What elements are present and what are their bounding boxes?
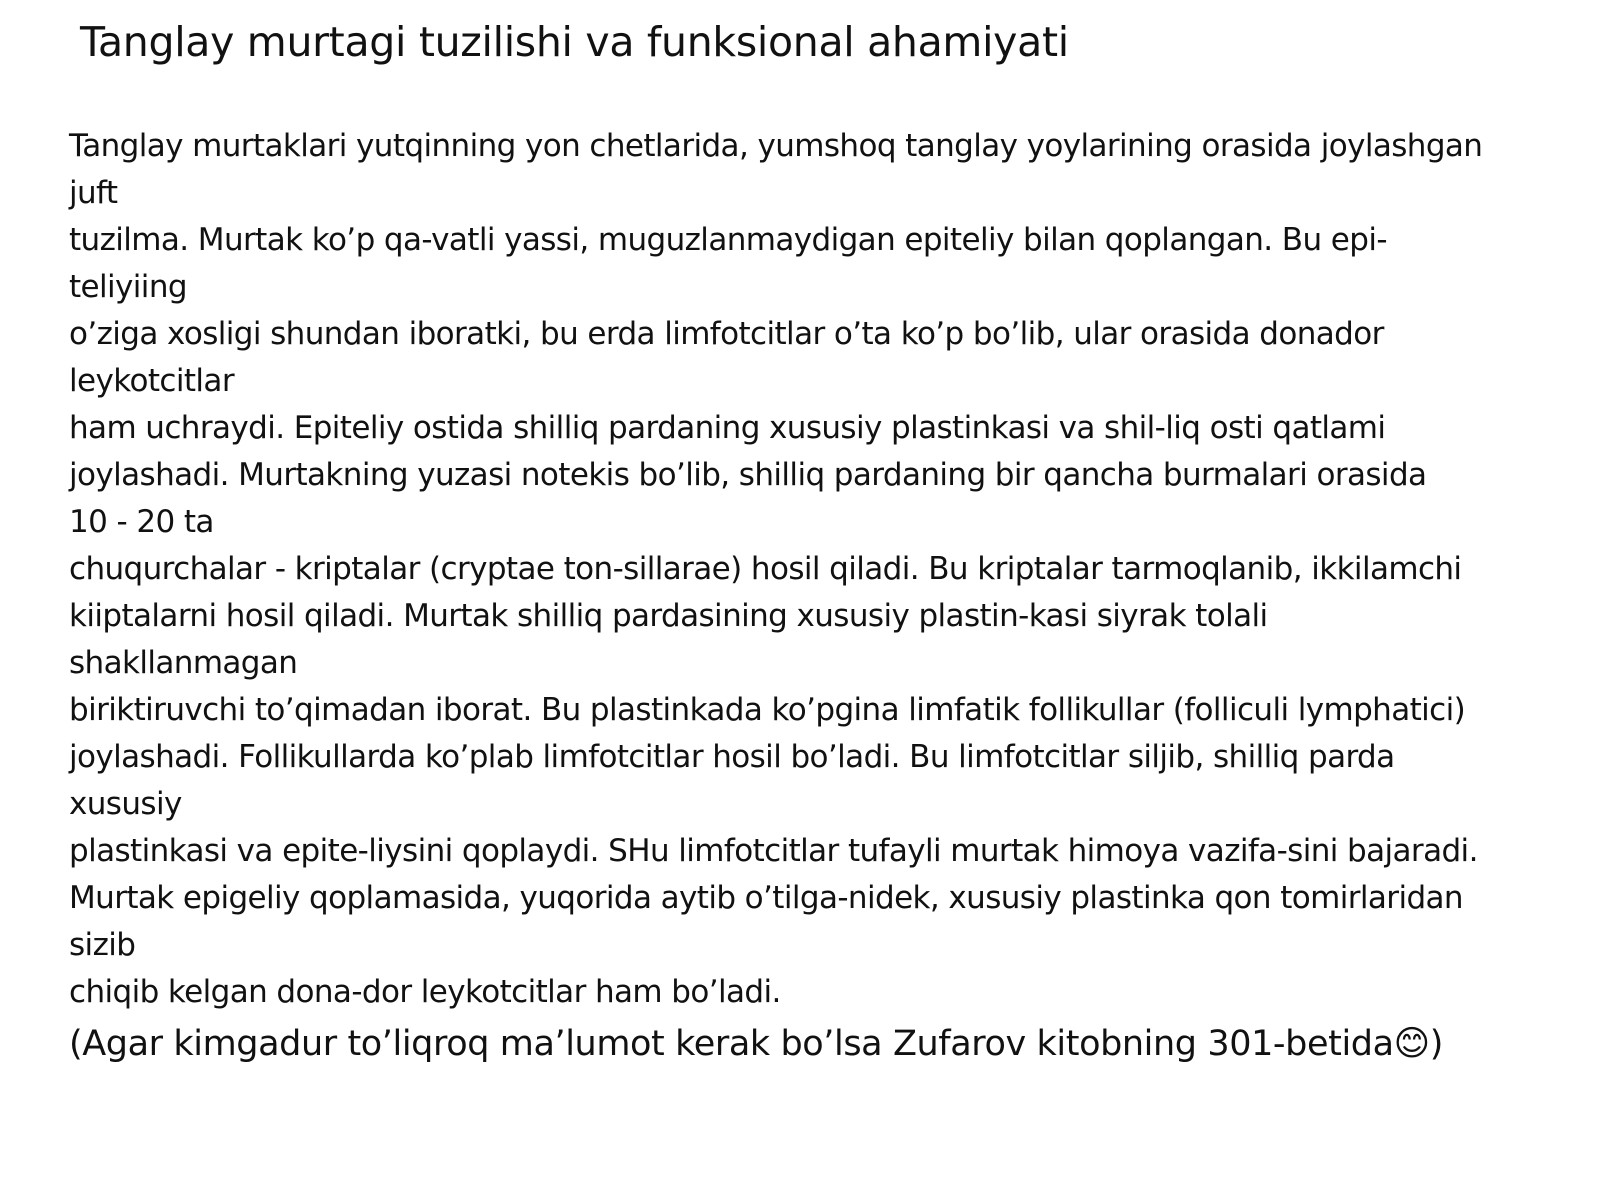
text-line: plastinkasi va epite-liysini qoplaydi. SHu limfotcitlar tufayli murtak himoya vazifa-sini bajaradi. — [69, 833, 1478, 869]
text-line: Tanglay murtaklari yutqinning yon chetlarida, yumshoq tanglay yoylarining orasida joylashgan — [69, 128, 1483, 164]
text-line: joylashadi. Follikullarda ko’plab limfotcitlar hosil bo’ladi. Bu limfotcitlar siljib, shilliq parda — [69, 739, 1395, 775]
text-line: 10 - 20 ta — [69, 504, 214, 540]
reference-note: (Agar kimgadur to’liqroq ma’lumot kerak bo’lsa Zufarov kitobning 301-betida😊) — [69, 1024, 1443, 1064]
text-line: ham uchraydi. Epiteliy ostida shilliq pardaning xususiy plastinkasi va shil-liq osti qatlami — [69, 410, 1386, 446]
text-line: biriktiruvchi to’qimadan iborat. Bu plastinkada ko’pgina limfatik follikullar (folliculi lymphatici) — [69, 692, 1466, 728]
text-line: chiqib kelgan dona-dor leykotcitlar ham bo’ladi. — [69, 974, 781, 1010]
text-line: o’ziga xosligi shundan iboratki, bu erda limfotcitlar o’ta ko’p bo’lib, ular orasida donador — [69, 316, 1384, 352]
text-line: joylashadi. Murtakning yuzasi notekis bo’lib, shilliq pardaning bir qancha burmalari orasida — [69, 457, 1427, 493]
text-line: shakllanmagan — [69, 645, 298, 681]
text-line: kiiptalarni hosil qiladi. Murtak shilliq pardasining xususiy plastin-kasi siyrak tolali — [69, 598, 1268, 634]
text-line: Murtak epigeliy qoplamasida, yuqorida aytib o’tilga-nidek, xususiy plastinka qon tomirlaridan — [69, 880, 1463, 916]
slide-title: Tanglay murtagi tuzilishi va funksional ahamiyati — [80, 18, 1069, 66]
text-line: sizib — [69, 927, 136, 963]
body-text — [69, 123, 1584, 1072]
text-line: chuqurchalar - kriptalar (cryptae ton-sillarae) hosil qiladi. Bu kriptalar tarmoqlanib, ikkilamchi — [69, 551, 1462, 587]
text-line: leykotcitlar — [69, 363, 234, 399]
text-line: tuzilma. Murtak ko’p qa-vatli yassi, muguzlanmaydigan epiteliy bilan qoplangan. Bu epi- — [69, 222, 1387, 258]
text-line: juft — [69, 175, 118, 211]
text-line: xususiy — [69, 786, 182, 822]
text-line: teliyiing — [69, 269, 187, 305]
